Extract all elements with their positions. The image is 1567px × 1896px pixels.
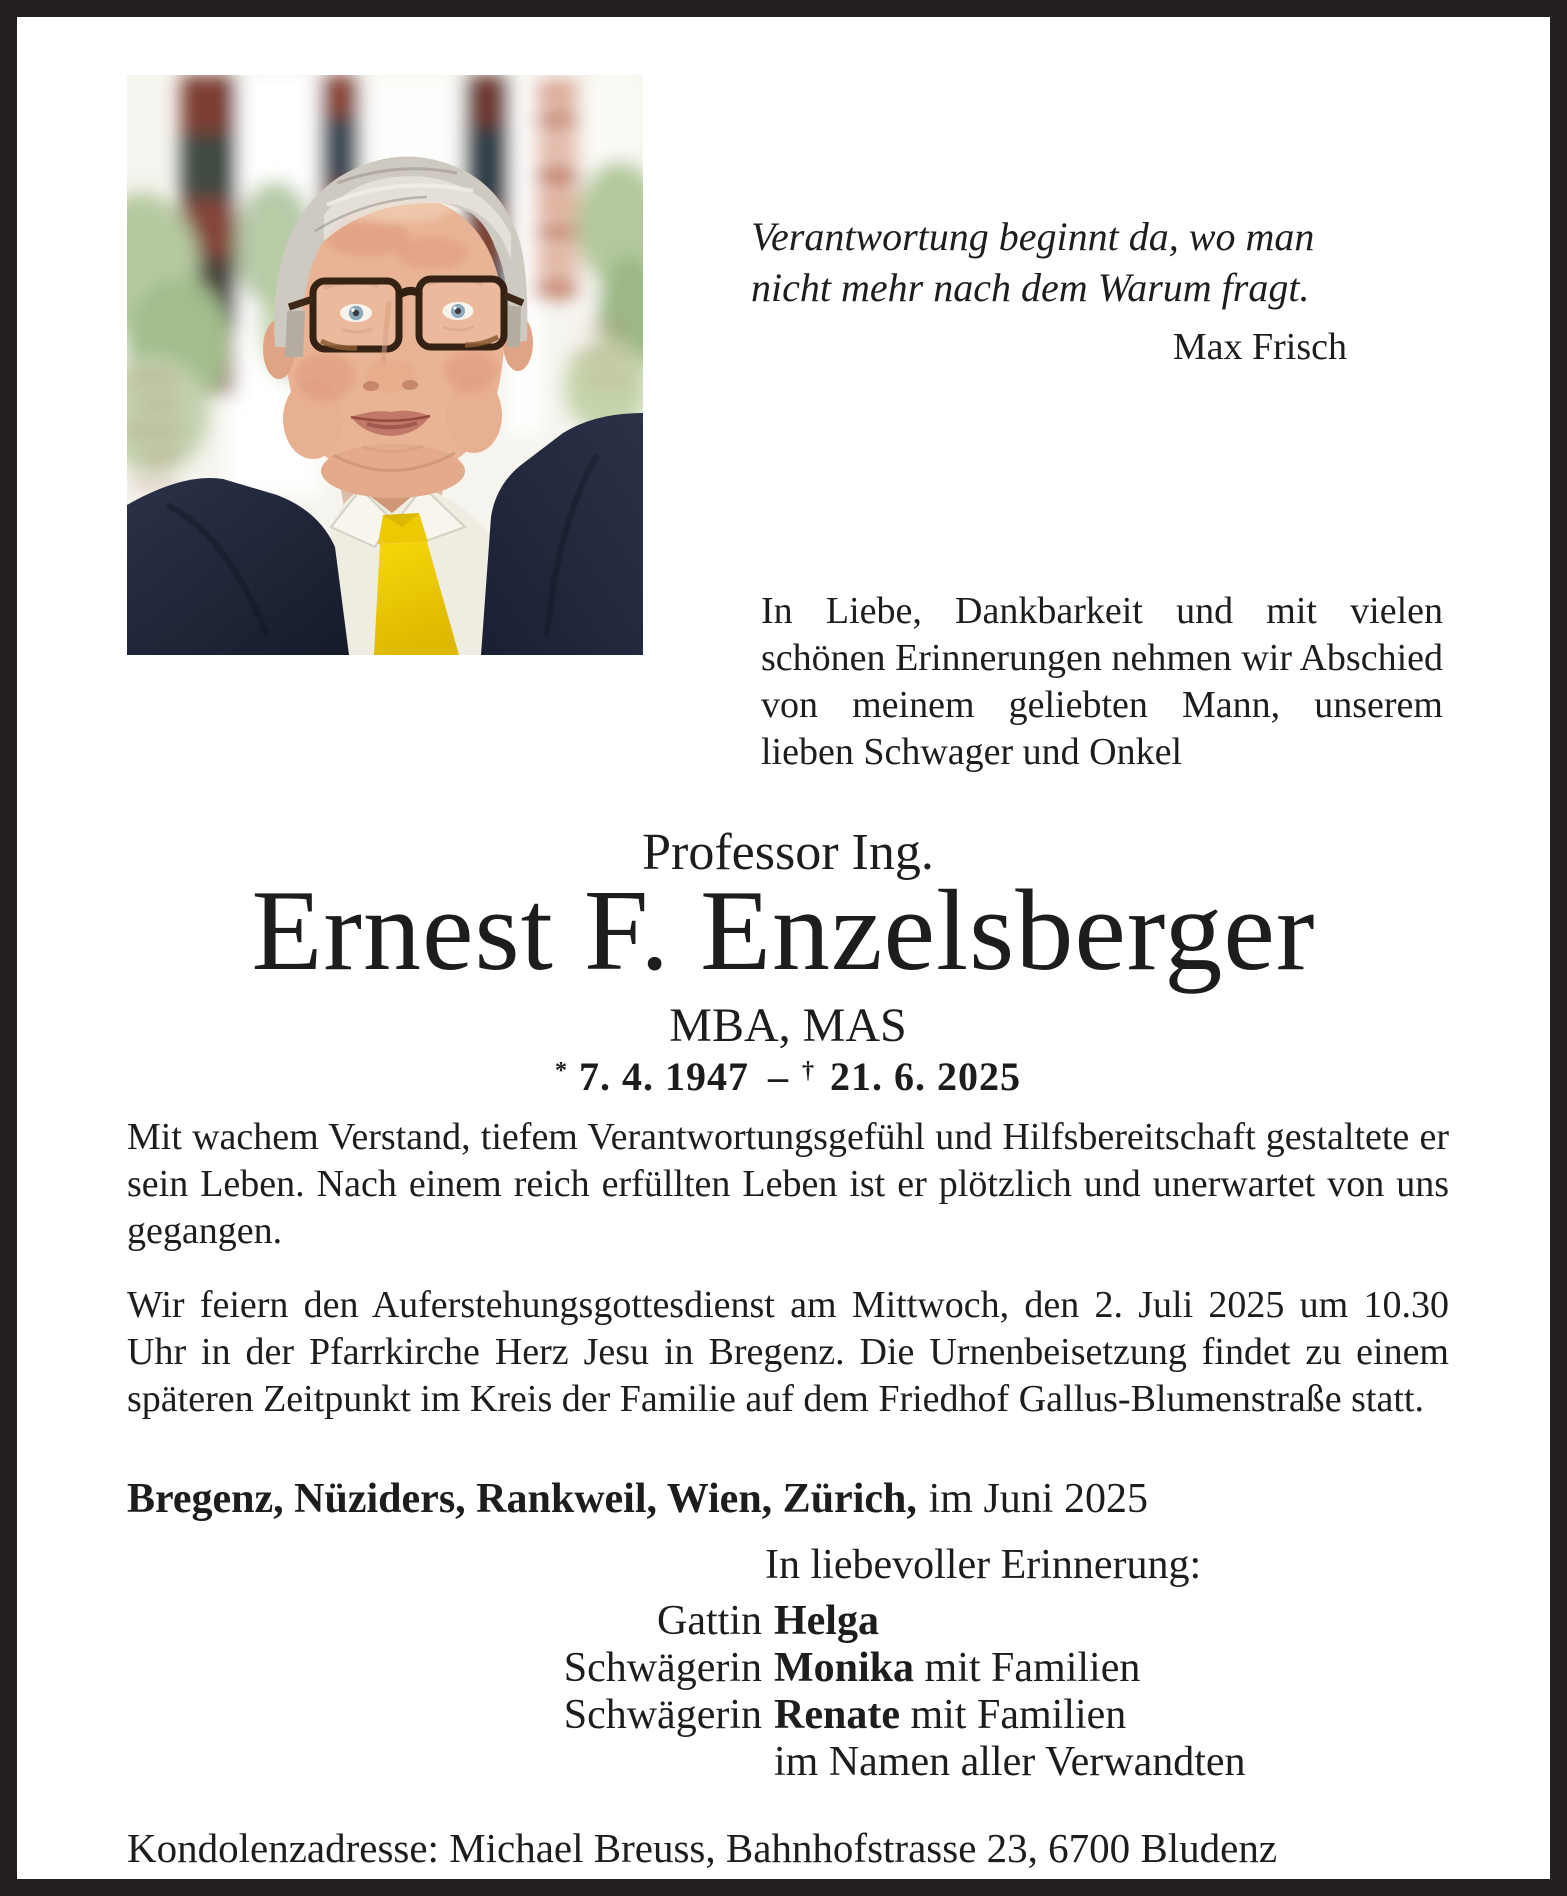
entry-role: Schwägerin [563, 1692, 762, 1738]
remembrance-entry [127, 1598, 1449, 1645]
birth-date: 7. 4. 1947 [579, 1054, 749, 1099]
quote-line-2: nicht mehr nach dem Warum fragt. [751, 265, 1310, 310]
entry-role: Gattin [657, 1598, 762, 1644]
remembrance-entry [127, 1692, 1449, 1739]
remembrance-heading: In liebevoller Erinnerung: [765, 1542, 1202, 1588]
deceased-name: Ernest F. Enzelsberger [251, 867, 1316, 995]
farewell-intro: In Liebe, Dankbarkeit und mit vielen schönen Erinnerungen nehmen wir Abschied von meinem geliebten Mann, unserem lieben Schwager und Onkel [761, 590, 1443, 773]
remembrance-entry [127, 1645, 1449, 1692]
remembrance-closing-row [127, 1739, 1449, 1786]
portrait-photo [127, 75, 643, 655]
remembrance-block [127, 1542, 1449, 1786]
service-paragraph: Wir feiern den Auferstehungsgottesdienst am Mittwoch, den 2. Juli 2025 um 10.30 Uhr in der Pfarrkirche Herz Jesu in Bregenz. Die Urnenbeisetzung findet zu einem späteren Zeitpunkt im Kreis der Familie auf dem Friedhof Gallus-Blumenstraße statt. [127, 1284, 1449, 1420]
deceased-title-prefix: Professor Ing. [642, 824, 934, 881]
birth-symbol: * [555, 1058, 568, 1084]
vital-dates [127, 1054, 1449, 1106]
condolence-address: Kondolenzadresse: Michael Breuss, Bahnhofstrasse 23, 6700 Bludenz [127, 1825, 1278, 1871]
cities-date: im Juni 2025 [928, 1476, 1148, 1522]
entry-role-spacer [127, 1739, 774, 1786]
epigraph-quote [751, 211, 1347, 373]
portrait-illustration [127, 75, 643, 655]
cities-line [127, 1475, 1449, 1523]
entry-name: Renate mit Familien [774, 1692, 1127, 1738]
entry-name: Helga [774, 1598, 879, 1644]
dates-dash: – [768, 1054, 789, 1099]
life-paragraph: Mit wachem Verstand, tiefem Verantwortungsgefühl und Hilfsbereitschaft gestaltete er sein Leben. Nach einem reich erfüllten Leben ist er plötzlich und unerwartet von uns gegangen. [127, 1116, 1449, 1252]
remembrance-closing: im Namen aller Verwandten [774, 1739, 1246, 1785]
death-symbol: † [802, 1058, 815, 1084]
cities-names: Bregenz, Nüziders, Rankweil, Wien, Zürich, [127, 1476, 917, 1522]
deceased-degrees: MBA, MAS [669, 999, 907, 1052]
quote-attribution: Max Frisch [1172, 326, 1347, 368]
death-date: 21. 6. 2025 [830, 1054, 1021, 1099]
entry-name: Monika mit Familien [774, 1645, 1141, 1691]
entry-role: Schwägerin [563, 1645, 762, 1691]
remembrance-rows [127, 1598, 1449, 1786]
quote-line-1: Verantwortung beginnt da, wo man [751, 214, 1315, 259]
